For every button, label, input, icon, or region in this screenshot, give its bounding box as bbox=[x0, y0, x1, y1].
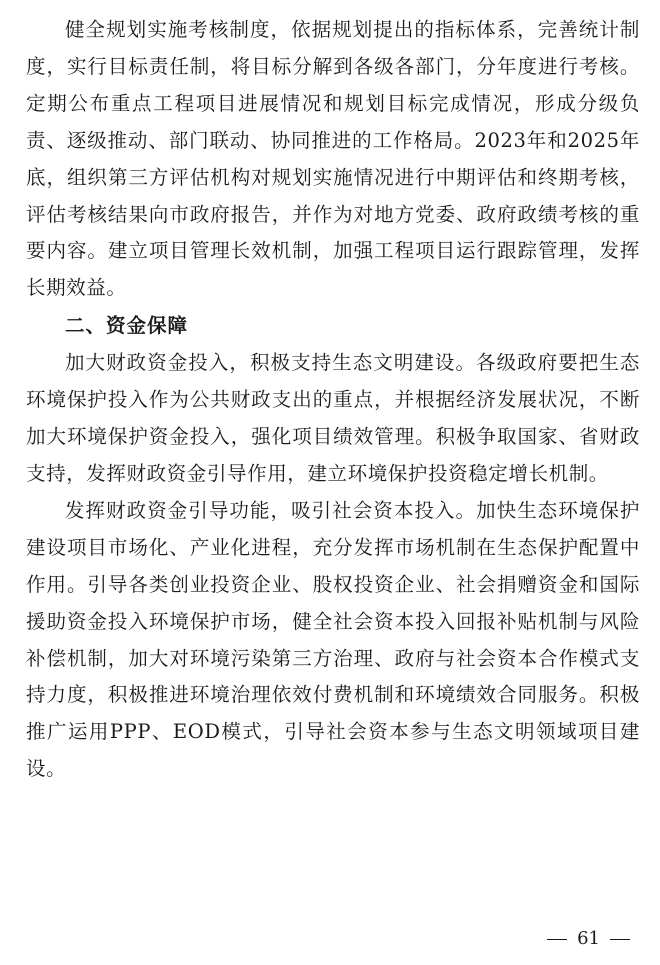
paragraph-evaluation: 健全规划实施考核制度，依据规划提出的指标体系，完善统计制度，实行目标责任制，将目标分解到各级各部门，分年度进行考核。定期公布重点工程项目进展情况和规划目标完成情况，形成分级负责、逐级推动、部门联动、协同推进的工作格局。2023年和2025年底，组织第三方评估机构对规划实施情况进行中期评估和终期考核，评估考核结果向市政府报告，并作为对地方党委、政府政绩考核的重要内容。建立项目管理长效机制，加强工程项目运行跟踪管理，发挥长期效益。 bbox=[26, 18, 640, 300]
section-heading-funding: 二、资金保障 bbox=[65, 314, 189, 338]
footer-dash-right bbox=[610, 939, 630, 940]
page-footer bbox=[547, 927, 630, 951]
footer-dash-left bbox=[547, 939, 567, 940]
paragraph-fiscal-investment: 加大财政资金投入，积极支持生态文明建设。各级政府要把生态环境保护投入作为公共财政支出的重点，并根据经济发展状况，不断加大环境保护资金投入，强化项目绩效管理。积极争取国家、省财政支持，发挥财政资金引导作用，建立环境保护投资稳定增长机制。 bbox=[26, 351, 640, 485]
document-page bbox=[26, 12, 640, 788]
page-number: 61 bbox=[577, 928, 600, 949]
paragraph-social-capital: 发挥财政资金引导功能，吸引社会资本投入。加快生态环境保护建设项目市场化、产业化进程，充分发挥市场机制在生态保护配置中作用。引导各类创业投资企业、股权投资企业、社会捐赠资金和国际援助资金投入环境保护市场，健全社会资本投入回报补贴机制与风险补偿机制，加大对环境污染第三方治理、政府与社会资本合作模式支持力度，积极推进环境治理依效付费机制和环境绩效合同服务。积极推广运用PPP、EOD模式，引导社会资本参与生态文明领域项目建设。 bbox=[26, 498, 640, 781]
